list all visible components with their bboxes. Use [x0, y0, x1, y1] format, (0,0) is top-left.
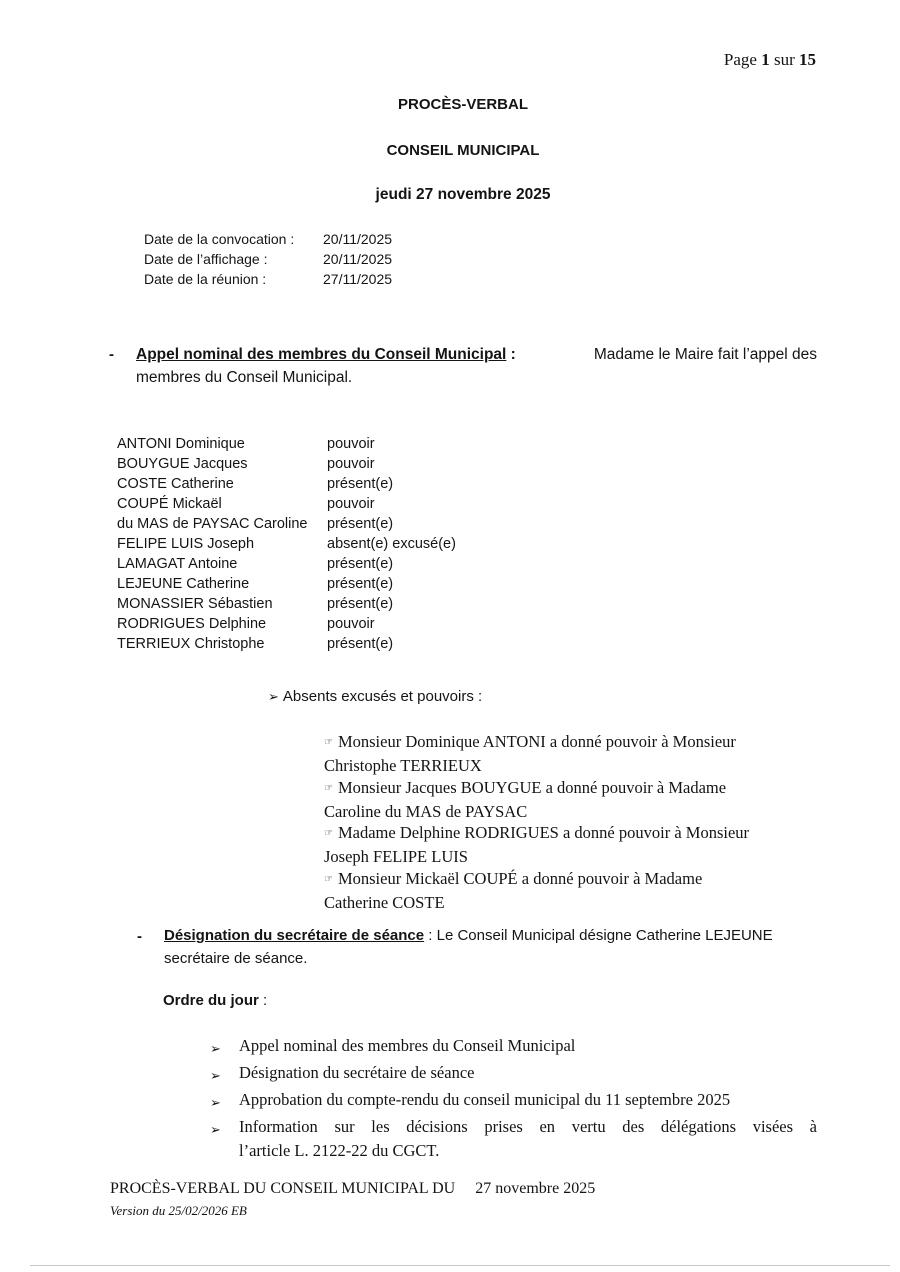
member-row: [117, 574, 456, 594]
member-status: pouvoir: [327, 496, 375, 512]
member-status: absent(e) excusé(e): [327, 536, 456, 552]
power-line: Madame Delphine RODRIGUES a donné pouvoir à Monsieur: [337, 823, 750, 843]
agenda-item: [210, 1061, 817, 1088]
member-row: [117, 514, 456, 534]
power-line: Catherine COSTE: [324, 893, 445, 913]
dates-block: [144, 229, 392, 289]
member-name: COSTE Catherine: [117, 476, 234, 492]
power-item: [324, 731, 749, 777]
member-row: [117, 454, 456, 474]
absents-title: Absents excusés et pouvoirs :: [282, 688, 483, 705]
powers-list: [324, 731, 749, 913]
appel-colon: :: [506, 346, 516, 363]
power-item: [324, 868, 749, 914]
member-name: LEJEUNE Catherine: [117, 576, 250, 592]
member-name: LAMAGAT Antoine: [117, 556, 238, 572]
agenda-line: l’article L. 2122-22 du CGCT.: [239, 1141, 440, 1160]
date-value: 20/11/2025: [323, 251, 393, 267]
date-value: 20/11/2025: [323, 231, 393, 247]
member-name: TERRIEUX Christophe: [117, 636, 265, 652]
appel-title: Appel nominal des membres du Conseil Municipal: [136, 346, 507, 363]
member-row: [117, 554, 456, 574]
member-status: présent(e): [327, 576, 394, 592]
date-label: Date de la convocation :: [144, 231, 295, 247]
agenda-item-text: Appel nominal des membres du Conseil Municipal: [239, 1036, 576, 1055]
power-item: [324, 822, 749, 868]
date-label: Date de l’affichage :: [144, 251, 268, 267]
footer-date: 27 novembre 2025: [475, 1180, 596, 1197]
member-name: COUPÉ Mickaël: [117, 496, 222, 512]
member-row: [117, 474, 456, 494]
arrow-icon: ➢: [268, 689, 279, 704]
appel-section: [136, 343, 817, 389]
appel-text-2: membres du Conseil Municipal.: [136, 369, 353, 386]
ordre-title-text: Ordre du jour: [163, 992, 259, 1009]
date-row: [144, 269, 392, 289]
member-name: RODRIGUES Delphine: [117, 616, 267, 632]
date-value: 27/11/2025: [323, 271, 393, 287]
power-line: Joseph FELIPE LUIS: [324, 847, 468, 867]
power-line: Monsieur Jacques BOUYGUE a donné pouvoir à Madame: [337, 777, 727, 797]
agenda-item-text: [239, 1115, 817, 1163]
agenda-item-text: Approbation du compte-rendu du conseil municipal du 11 septembre 2025: [239, 1090, 731, 1109]
page-number: [724, 50, 816, 70]
footer-version: Version du 25/02/2026 EB: [110, 1203, 247, 1218]
member-name: ANTONI Dominique: [117, 436, 245, 452]
appel-line-1: [136, 343, 817, 366]
date-label: Date de la réunion :: [144, 271, 267, 287]
member-name: BOUYGUE Jacques: [117, 456, 248, 472]
arrow-icon: ➢: [210, 1068, 221, 1083]
designation-text-2: secrétaire de séance.: [164, 950, 308, 967]
council-title: CONSEIL MUNICIPAL: [386, 142, 540, 159]
member-status: présent(e): [327, 636, 394, 652]
power-line: Christophe TERRIEUX: [324, 756, 482, 776]
member-name: FELIPE LUIS Joseph: [117, 536, 255, 552]
date-row: [144, 229, 392, 249]
pointing-hand-icon: ☞: [324, 828, 333, 840]
member-status: présent(e): [327, 556, 394, 572]
designation-title: Désignation du secrétaire de séance: [164, 927, 425, 944]
member-status: présent(e): [327, 516, 394, 532]
designation-text-1: : Le Conseil Municipal désigne Catherine LEJEUNE: [424, 927, 773, 944]
document-title: PROCÈS-VERBAL: [397, 96, 528, 113]
meeting-date-title: jeudi 27 novembre 2025: [375, 186, 551, 203]
footer-prefix: PROCÈS-VERBAL DU CONSEIL MUNICIPAL DU: [110, 1180, 456, 1197]
agenda-list: [210, 1034, 817, 1163]
designation-bullet: -: [137, 928, 142, 945]
ordre-title: [163, 992, 267, 1009]
agenda-line: Information sur les décisions prises en vertu des délégations visées à: [239, 1117, 817, 1136]
members-list: [117, 434, 456, 654]
power-line: Monsieur Dominique ANTONI a donné pouvoir à Monsieur: [337, 732, 736, 751]
agenda-item: [210, 1034, 817, 1061]
member-row: [117, 594, 456, 614]
power-line: Monsieur Mickaël COUPÉ a donné pouvoir à Madame: [337, 868, 703, 888]
member-status: présent(e): [327, 596, 394, 612]
footer-title: [110, 1180, 595, 1198]
appel-text-1: Madame le Maire fait l’appel des: [593, 346, 817, 363]
date-row: [144, 249, 392, 269]
member-row: [117, 614, 456, 634]
agenda-item: [210, 1115, 817, 1163]
member-row: [117, 534, 456, 554]
member-status: pouvoir: [327, 456, 375, 472]
pointing-hand-icon: ☞: [324, 873, 333, 885]
pointing-hand-icon: ☞: [324, 782, 333, 794]
arrow-icon: ➢: [210, 1041, 221, 1056]
agenda-item: [210, 1088, 817, 1115]
arrow-icon: ➢: [210, 1095, 221, 1110]
member-status: pouvoir: [327, 616, 375, 632]
page-prefix: Page: [723, 50, 757, 69]
page-current: 1: [761, 50, 770, 69]
page-sep: sur: [773, 50, 795, 69]
ordre-colon: :: [258, 992, 268, 1009]
arrow-icon: ➢: [210, 1122, 221, 1137]
agenda-item-text: Désignation du secrétaire de séance: [239, 1063, 475, 1082]
member-name: du MAS de PAYSAC Caroline: [117, 516, 308, 532]
member-status: présent(e): [327, 476, 394, 492]
member-row: [117, 434, 456, 454]
member-row: [117, 634, 456, 654]
member-name: MONASSIER Sébastien: [117, 596, 273, 612]
page-total: 15: [799, 50, 816, 69]
member-row: [117, 494, 456, 514]
member-status: pouvoir: [327, 436, 375, 452]
power-item: [324, 777, 749, 823]
appel-bullet: -: [109, 346, 114, 363]
power-line: Caroline du MAS de PAYSAC: [324, 801, 528, 821]
absents-heading: [268, 688, 482, 705]
designation-section: [164, 924, 817, 970]
pointing-hand-icon: ☞: [324, 737, 333, 748]
page-bottom-line: [30, 1265, 890, 1266]
